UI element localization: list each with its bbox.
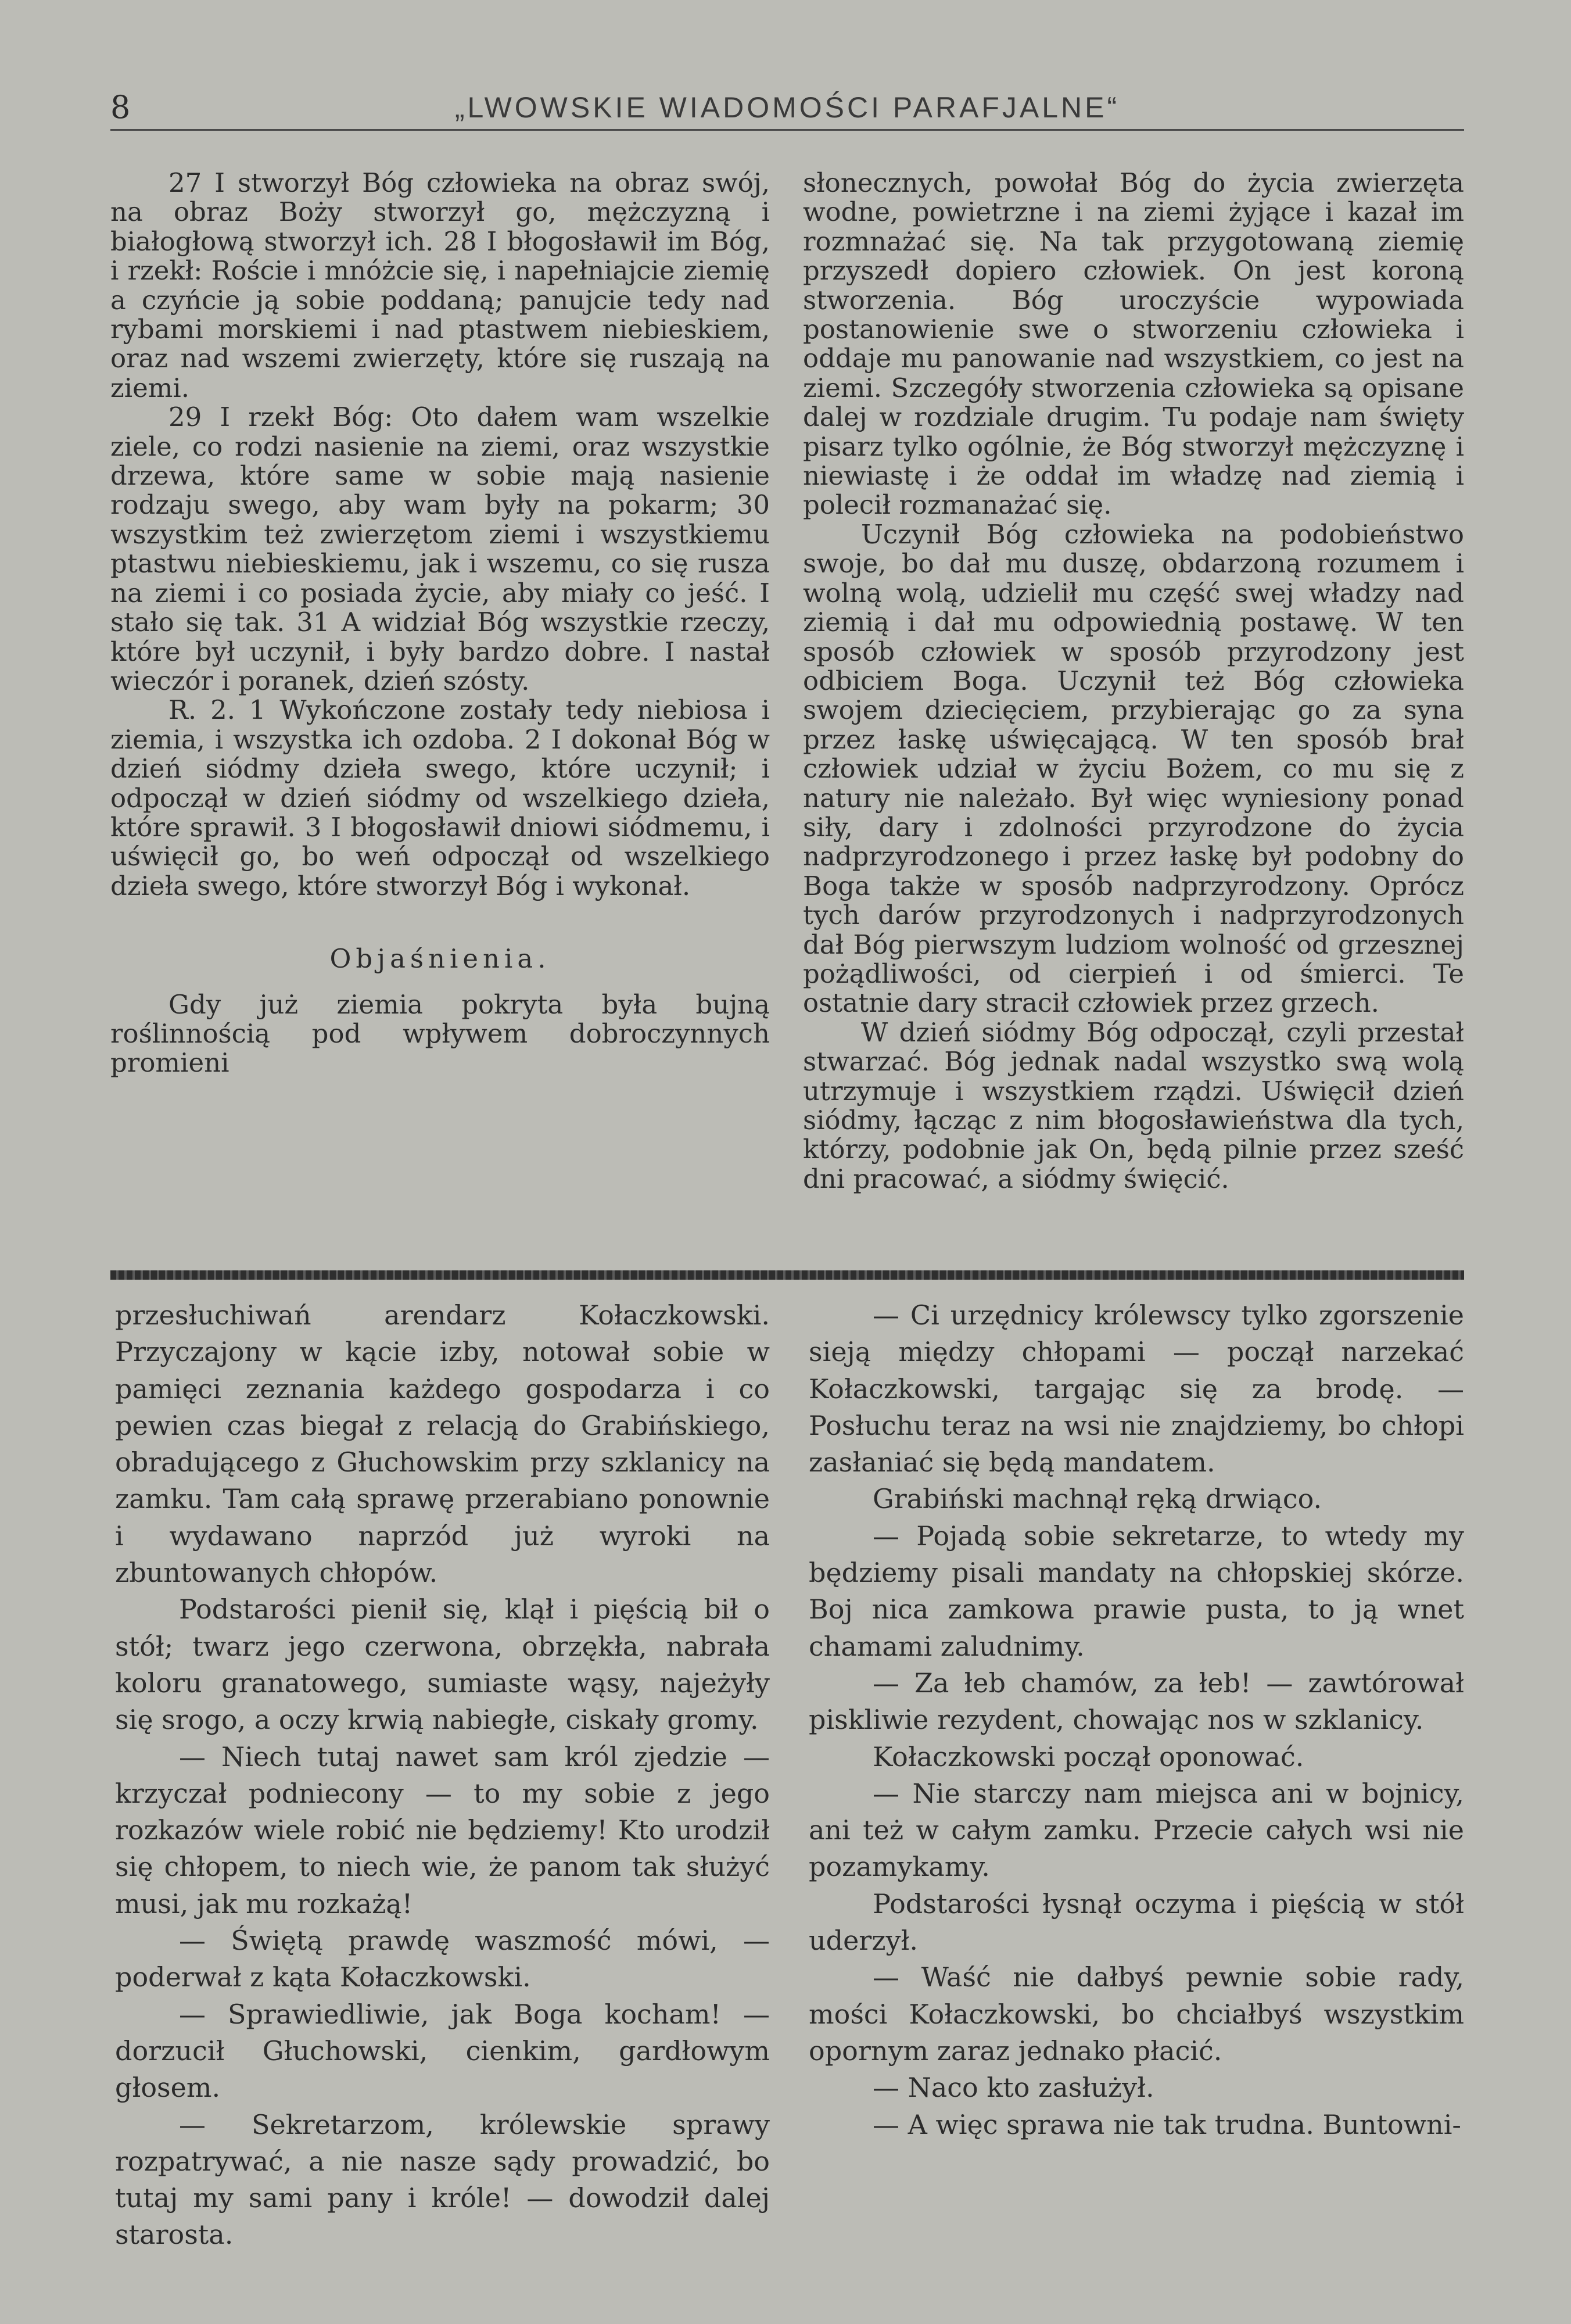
story-paragraph: — Pojadą sobie sekretarze, to wtedy my będziemy pisali mandaty na chłopskiej skórze. Boj nica zamkowa prawie pusta, to ją wnet chamami zaludnimy.: [809, 1520, 1464, 1662]
commentary-paragraph: Uczynił Bóg człowieka na podobieństwo swoje, bo dał mu duszę, obdarzoną rozumem i wolną wolą, udzielił mu część swej władzy nad ziemią i dał mu odpowiednią postawę. W ten sposób człowiek w sposób przyrodzony jest odbiciem Boga. Uczynił też Bóg człowieka swojem dziecięciem, przybierając go za syna przez łaskę uświęcającą. W ten sposób brał człowiek udział w życiu Bożem, co mu się z natury nie należało. Był więc wyniesiony ponad siły, dary i zdolności przyrodzone do życia nadprzyrodzonego i przez łaskę był podobny do Boga także w sposób nadprzyrodzony. Oprócz tych darów przyrodzonych i nadprzyrodzonych dał Bóg pierwszym ludziom wolność od grzesznej pożądliwości, od cierpień i od śmierci. Te ostatnie dary stracił człowiek przez grzech.: [803, 518, 1464, 1019]
upper-right-column: [803, 169, 1464, 1194]
header-rule: [110, 129, 1464, 131]
commentary-paragraph: Gdy już ziemia pokryta była bujną roślinnością pod wpływem dobroczynnych promieni: [110, 989, 770, 1079]
story-paragraph: Podstarości pienił się, klął i pięścią bił o stół; twarz jego czerwona, obrzękła, nabrała koloru granatowego, sumiaste wąsy, najeżyły się srogo, a oczy krwią nabiegłe, ciskały gromy.: [115, 1594, 770, 1736]
story-paragraph: — Niech tutaj nawet sam król zjedzie — krzyczał podniecony — to my sobie z jego rozkazów wiele robić nie będziemy! Kto urodził się chłopem, to niech wie, że panom tak służyć musi, jak mu rozkażą!: [115, 1741, 770, 1920]
story-paragraph: — Za łeb chamów, za łeb! — zawtórował piskliwie rezydent, chowając nos w szklanicy.: [809, 1667, 1464, 1736]
story-paragraph: Kołaczkowski począł oponować.: [873, 1741, 1304, 1772]
story-paragraph: — Sekretarzom, królewskie sprawy rozpatrywać, a nie nasze sądy prowadzić, bo tutaj my sami pany i króle! — dowodził dalej starosta.: [115, 2108, 770, 2251]
scripture-paragraph: 27 I stworzył Bóg człowieka na obraz swój, na obraz Boży stworzył go, mężczyzną i białogłową stworzył ich. 28 I błogosławił im Bóg, i rzekł: Roście i mnóżcie się, i napełniajcie ziemię a czyńcie ją sobie poddaną; panujcie tedy nad rybami morskiemi i nad ptastwem niebieskiem, oraz nad wszemi zwierzęty, które się ruszają na ziemi.: [110, 167, 770, 403]
section-divider: [110, 1270, 1464, 1280]
story-paragraph: — Ci urzędnicy królewscy tylko zgorszenie sieją między chłopami — począł narzekać Kołaczkowski, targając się za brodę. — Posłuchu teraz na wsi nie znajdziemy, bo chłopi zasłaniać się będą mandatem.: [809, 1299, 1464, 1478]
story-paragraph: przesłuchiwań arendarz Kołaczkowski. Przyczajony w kącie izby, notował sobie w pamięci zeznania każdego gospodarza i co pewien czas biegał z relacją do Grabińskiego, obradującego z Głuchowskim przy szklanicy na zamku. Tam całą sprawę przerabiano ponownie i wydawano naprzód już wyroki na zbuntowanych chłopów.: [115, 1299, 770, 1589]
upper-left-column: [110, 169, 770, 1078]
scripture-paragraph: R. 2. 1 Wykończone zostały tedy niebiosa i ziemia, i wszystka ich ozdoba. 2 I dokonał Bóg w dzień siódmy dzieła swego, które uczynił; i odpoczął w dzień siódmy od wszelkiego dzieła, które sprawił. 3 I błogosławił dniowi siódmemu, i uświęcił go, bo weń odpoczął od wszelkiego dzieła swego, które stworzył Bóg i wykonał.: [110, 694, 770, 901]
commentary-paragraph: słonecznych, powołał Bóg do życia zwierzęta wodne, powietrzne i na ziemi żyjące i kazał im rozmnażać się. Na tak przygotowaną ziemię przyszedł dopiero człowiek. On jest koroną stworzenia. Bóg uroczyście wypowiada postanowienie swe o stworzeniu człowieka i oddaje mu panowanie nad wszystkiem, co jest na ziemi. Szczegóły stworzenia człowieka są opisane dalej w rozdziale drugim. Tu podaje nam święty pisarz tylko ogólnie, że Bóg stworzył mężczyznę i niewiastę i że oddał im władzę nad ziemią i polecił rozmanażać się.: [803, 167, 1464, 521]
running-head-title: „LWOWSKIE WIADOMOŚCI PARAFJALNE“: [454, 91, 1120, 124]
scripture-paragraph: 29 I rzekł Bóg: Oto dałem wam wszelkie ziele, co rodzi nasienie na ziemi, oraz wszystkie drzewa, które same w sobie mają nasienie rodzaju swego, aby wam były na pokarm; 30 wszystkim też zwierzętom ziemi i wszystkiemu ptastwu niebieskiemu, jak i wszemu, co się rusza na ziemi i co posiada życie, aby miały co jeść. I stało się tak. 31 A widział Bóg wszystkie rzeczy, które był uczynił, i były bardzo dobre. I nastał wieczór i poranek, dzień szósty.: [110, 402, 770, 696]
story-paragraph: — A więc sprawa nie tak trudna. Buntowni-: [873, 2108, 1461, 2140]
page-header: [110, 87, 1464, 128]
lower-left-column: [115, 1297, 770, 2254]
story-paragraph: Podstarości łysnął oczyma i pięścią w stół uderzył.: [809, 1888, 1464, 1957]
story-paragraph: Grabiński machnął ręką drwiąco.: [873, 1483, 1322, 1515]
page-number: 8: [110, 89, 131, 126]
lower-right-column: [809, 1297, 1464, 2143]
commentary-paragraph: W dzień siódmy Bóg odpoczął, czyli przestał stwarzać. Bóg jednak nadal wszystko swą wolą utrzymuje i wszystkiem rządzi. Uświęcił dzień siódmy, łącząc z nim błogosławieństwa dla tych, którzy, podobnie jak On, będą pilnie przez sześć dni pracować, a siódmy święcić.: [803, 1016, 1464, 1194]
story-paragraph: — Naco kto zasłużył.: [873, 2072, 1154, 2104]
story-paragraph: — Nie starczy nam miejsca ani w bojnicy, ani też w całym zamku. Przecie całych wsi nie pozamykamy.: [809, 1777, 1464, 1883]
section-heading: Objaśnienia.: [329, 943, 551, 975]
story-paragraph: — Sprawiedliwie, jak Boga kocham! — dorzucił Głuchowski, cienkim, gardłowym głosem.: [115, 1998, 770, 2104]
story-paragraph: — Waść nie dałbyś pewnie sobie rady, mości Kołaczkowski, bo chciałbyś wszystkim opornym zaraz jednako płacić.: [809, 1961, 1464, 2067]
story-paragraph: — Świętą prawdę waszmość mówi, — poderwał z kąta Kołaczkowski.: [115, 1925, 770, 1993]
